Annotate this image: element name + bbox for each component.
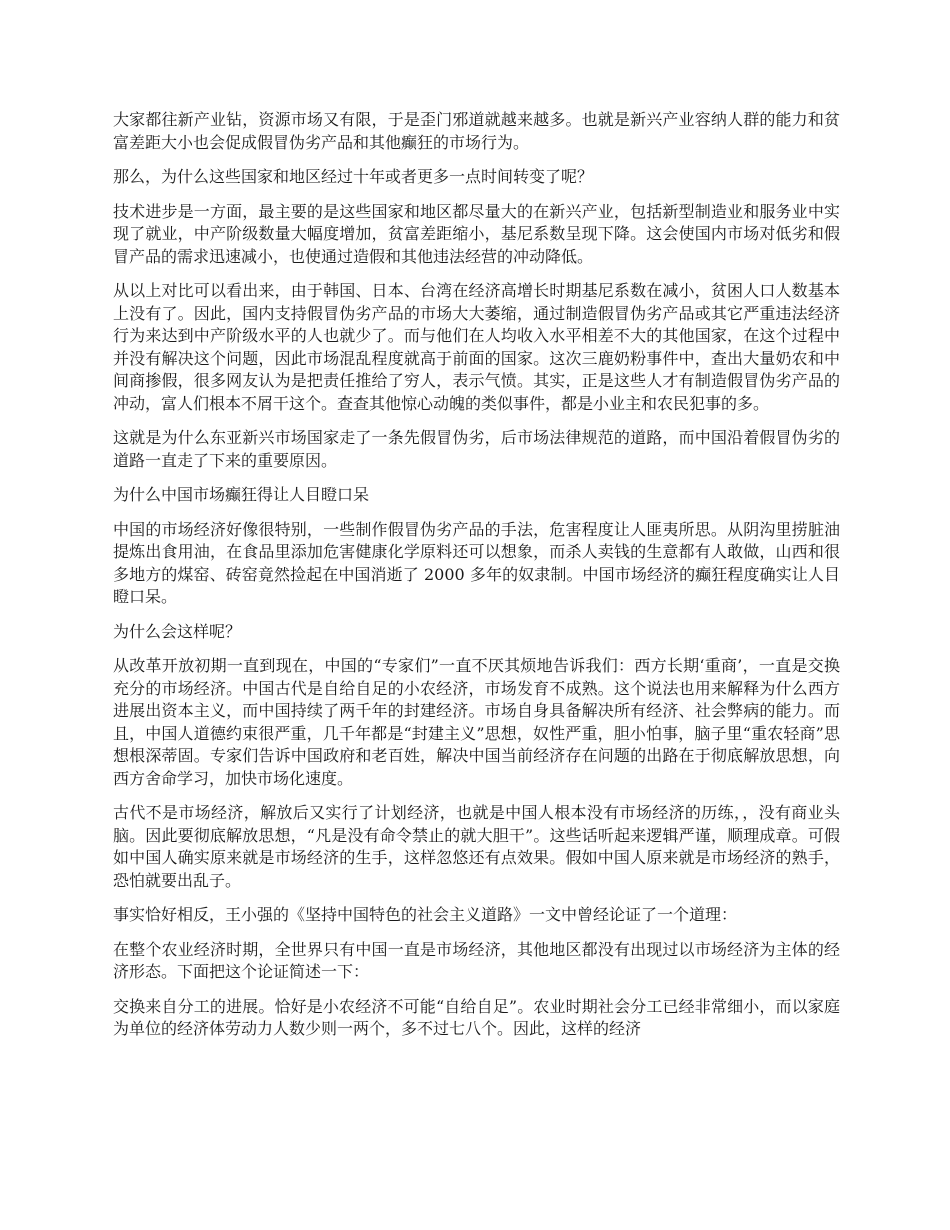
paragraph-10: 古代不是市场经济，解放后又实行了计划经济，也就是中国人根本没有市场经济的历练，，没有商业头脑。因此要彻底解放思想，“凡是没有命令禁止的就大胆干”。这些话听起来逻辑严谨，顺理成章。可假如中国人确实原来就是市场经济的生手，这样忽悠还有点效果。假如中国人原来就是市场经济的熟手，恐怕就要出乱子。 [113, 803, 840, 890]
paragraph-11: 事实恰好相反，王小强的《坚持中国特色的社会主义道路》一文中曾经论证了一个道理： [113, 905, 738, 924]
paragraph-3: 技术进步是一方面，最主要的是这些国家和地区都尽量大的在新兴产业，包括新型制造业和服务业中实现了就业，中产阶级数量大幅度增加，贫富差距缩小，基尼系数呈现下降。这会使国内市场对低劣和假冒产品的需求迅速减小，也使通过造假和其他违法经营的冲动降低。 [113, 201, 840, 266]
paragraph-12: 在整个农业经济时期，全世界只有中国一直是市场经济，其他地区都没有出现过以市场经济为主体的经济形态。下面把这个论证简述一下： [113, 939, 840, 981]
paragraph-2: 那么，为什么这些国家和地区经过十年或者更多一点时间转变了呢？ [113, 167, 594, 186]
document-body [113, 109, 840, 1053]
paragraph-7: 中国的市场经济好像很特别，一些制作假冒伪劣产品的手法，危害程度让人匪夷所思。从阴沟里捞脏油提炼出食用油，在食品里添加危害健康化学原料还可以想象，而杀人卖钱的生意都有人敢做，山西和很多地方的煤窑、砖窑竟然捡起在中国消逝了 2000 多年的奴隶制。中国市场经济的癫狂程度确实让人目瞪口呆。 [113, 519, 840, 606]
paragraph-9: 从改革开放初期一直到现在，中国的“专家们”一直不厌其烦地告诉我们：西方长期‘重商’，一直是交换充分的市场经济。中国古代是自给自足的小农经济，市场发育不成熟。这个说法也用来解释为什么西方进展出资本主义，而中国持续了两千年的封建经济。市场自身具备解决所有经济、社会弊病的能力。而且，中国人道德约束很严重，几千年都是“封建主义”思想，奴性严重，胆小怕事，脑子里“重农轻商”思想根深蒂固。专家们告诉中国政府和老百姓，解决中国当前经济存在问题的出路在于彻底解放思想，向西方舍命学习，加快市场化速度。 [113, 656, 840, 788]
paragraph-5: 这就是为什么东亚新兴市场国家走了一条先假冒伪劣，后市场法律规范的道路，而中国沿着假冒伪劣的道路一直走了下来的重要原因。 [113, 428, 840, 470]
paragraph-1: 大家都往新产业钻，资源市场又有限，于是歪门邪道就越来越多。也就是新兴产业容纳人群的能力和贫富差距大小也会促成假冒伪劣产品和其他癫狂的市场行为。 [113, 110, 840, 152]
section-heading: 为什么中国市场癫狂得让人目瞪口呆 [113, 485, 370, 504]
paragraph-13: 交换来自分工的进展。恰好是小农经济不可能“自给自足”。农业时期社会分工已经非常细小，而以家庭为单位的经济体劳动力人数少则一两个，多不过七八个。因此，这样的经济 [113, 996, 840, 1038]
paragraph-4: 从以上对比可以看出来，由于韩国、日本、台湾在经济高增长时期基尼系数在减小，贫困人口人数基本上没有了。因此，国内支持假冒伪劣产品的市场大大萎缩，通过制造假冒伪劣产品或其它严重违法经济行为来达到中产阶级水平的人也就少了。而与他们在人均收入水平相差不大的其他国家，在这个过程中并没有解决这个问题，因此市场混乱程度就高于前面的国家。这次三鹿奶粉事件中，查出大量奶农和中间商掺假，很多网友认为是把责任推给了穷人，表示气愤。其实，正是这些人才有制造假冒伪劣产品的冲动，富人们根本不屑干这个。查查其他惊心动魄的类似事件，都是小业主和农民犯事的多。 [113, 281, 840, 413]
paragraph-8: 为什么会这样呢？ [113, 621, 242, 641]
